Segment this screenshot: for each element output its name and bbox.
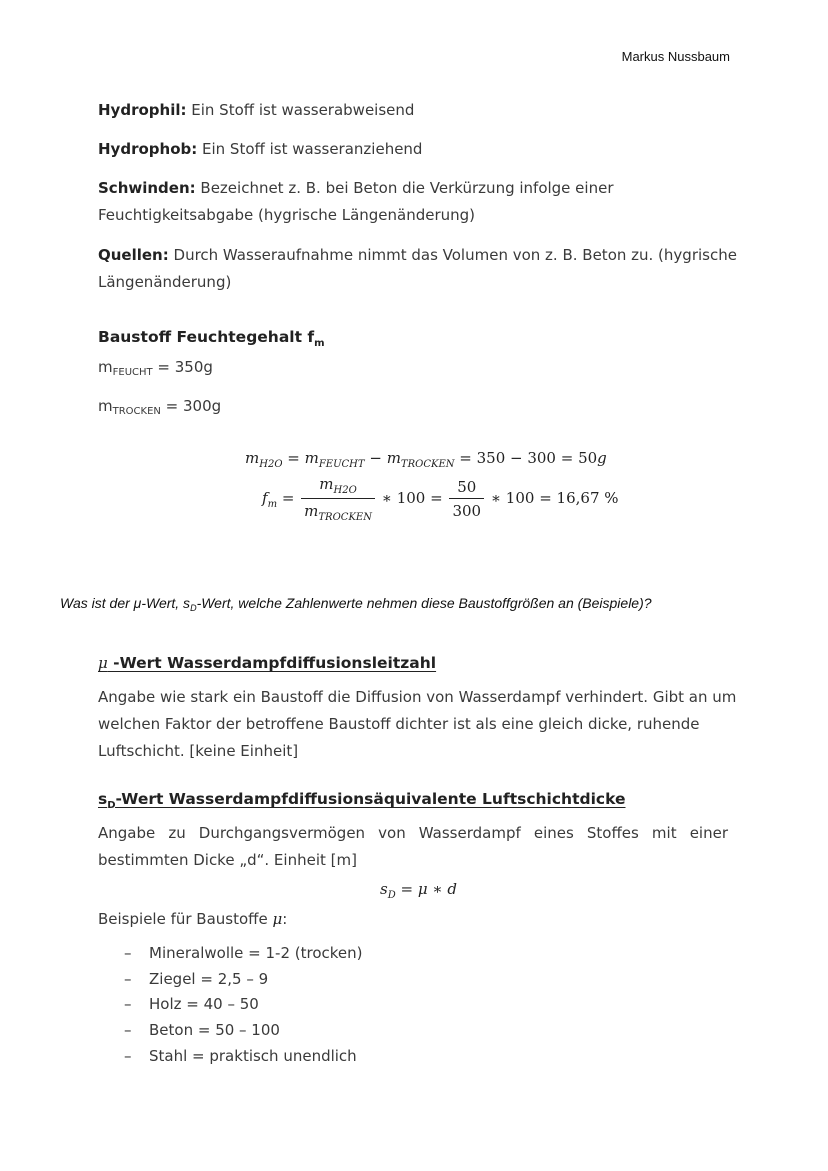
list-item: – Stahl = praktisch unendlich (124, 1046, 357, 1065)
question-text: Was ist der μ-Wert, $s_D$-Wert, welche Zahlenwerte nehmen diese Baustoffgrößen an (Beispiele)? (60, 595, 652, 613)
sd-formula: $s_D = \mu$ ∗ d (380, 880, 457, 901)
list-item: – Mineralwolle = 1-2 (trocken) (124, 944, 363, 962)
examples-list (124, 941, 363, 1069)
water-mass-equation: $m_{H2O} = m_{FEUCHT} - m_{TROCKEN} = 350 - 300 = 50g$ (245, 449, 607, 470)
sd-value-heading: $s_D$-Wert Wasserdampfdiffusionsäquivalente Luftschichtdicke (98, 790, 626, 812)
definition-schwinden (98, 175, 738, 229)
moisture-content-equation: $f_m$ = $\frac{m_{H2O}}{m_{TROCKEN}}$ ∗ 100 = $\frac{50}{300}$ ∗ 100 = 16,67 % (262, 475, 619, 523)
definition-hydrophob (98, 136, 738, 163)
mu-value-description: Angabe wie stark ein Baustoff die Diffusion von Wasserdampf verhindert. Gibt an um welchen Faktor der betroffene Baustoff dichter ist als eine gleich dicke, ruhende Luftschicht. [keine Einheit] (98, 688, 737, 760)
wet-mass: $m_{FEUCHT} = 350g$ (98, 358, 213, 378)
term: Quellen: (98, 246, 169, 264)
definition-quellen (98, 242, 738, 296)
term: Hydrophob: (98, 140, 198, 158)
fraction-mass-ratio: $\frac{m_{H2O}}{m_{TROCKEN}}$ (301, 475, 375, 523)
author-name: Markus Nussbaum (621, 49, 730, 64)
term: Schwinden: (98, 179, 196, 197)
moisture-heading: Baustoff Feuchtegehalt $f_m$ (98, 328, 325, 350)
definition-text: Ein Stoff ist wasserabweisend (186, 101, 415, 119)
examples-intro: Beispiele für Baustoffe μ: (98, 910, 288, 928)
list-item: – Ziegel = 2,5 – 9 (124, 969, 269, 988)
definition-text: Bezeichnet z. B. bei Beton die Verkürzung infolge einer Feuchtigkeitsabgabe (hygrische Längenänderung) (98, 179, 614, 224)
list-item: – Holz = 40 – 50 (124, 995, 259, 1014)
definition-text: Durch Wasseraufnahme nimmt das Volumen von z. B. Beton zu. (hygrische Längenänderung) (98, 246, 737, 291)
dry-mass: $m_{TROCKEN} = 300g$ (98, 397, 222, 417)
list-item: – Beton = 50 – 100 (124, 1021, 280, 1040)
definition-text: Ein Stoff ist wasseranziehend (197, 140, 423, 158)
mu-value-heading: μ -Wert Wasserdampfdiffusionsleitzahl (98, 654, 437, 672)
definition-hydrophil (98, 97, 738, 124)
sd-value-description: Angabe zu Durchgangsvermögen von Wasserdampf eines Stoffes mit einer bestimmten Dicke „d“. Einheit [m] (98, 824, 728, 869)
fraction-numeric: $\frac{50}{300}$ (449, 478, 484, 520)
term: Hydrophil: (98, 101, 187, 119)
